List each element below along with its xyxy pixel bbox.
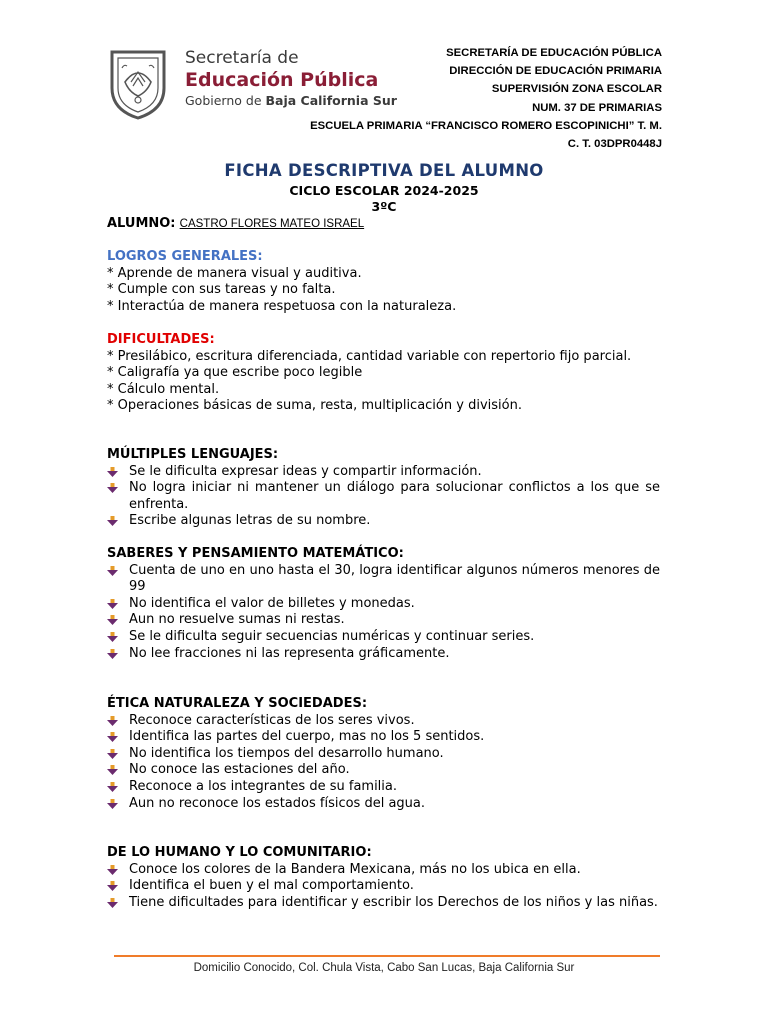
arrow-bullet-icon	[107, 467, 118, 478]
student-label: ALUMNO:	[107, 216, 176, 231]
dificultades-heading: DIFICULTADES:	[107, 332, 215, 347]
arrow-bullet-icon	[107, 881, 118, 892]
etica-item: Reconoce características de los seres vivos.	[129, 712, 415, 728]
list-item	[129, 629, 660, 646]
list-item	[129, 464, 660, 481]
etica-list	[107, 713, 660, 813]
section-humano	[107, 845, 660, 911]
list-item	[129, 779, 660, 796]
etica-item: Aun no reconoce los estados físicos del agua.	[129, 795, 426, 811]
arrow-bullet-icon	[107, 649, 118, 660]
section-dificultades	[107, 332, 660, 415]
section-matematico	[107, 546, 660, 662]
arrow-bullet-icon	[107, 716, 118, 727]
dificultades-item: * Caligrafía ya que escribe poco legible	[107, 365, 363, 381]
list-item	[129, 480, 660, 513]
arrow-bullet-icon	[107, 799, 118, 810]
arrow-bullet-icon	[107, 599, 118, 610]
lenguajes-list	[107, 464, 660, 530]
institution-header	[242, 44, 662, 153]
etica-item: Identifica las partes del cuerpo, mas no los 5 sentidos.	[129, 729, 485, 745]
list-item	[129, 746, 660, 763]
arrow-bullet-icon	[107, 865, 118, 876]
matematico-item: Cuenta de uno en uno hasta el 30, logra identificar algunos números menores de 99	[129, 562, 660, 595]
list-item	[129, 878, 660, 895]
matematico-item: No identifica el valor de billetes y monedas.	[129, 595, 415, 611]
header-line: DIRECCIÓN DE EDUCACIÓN PRIMARIA	[449, 65, 662, 78]
dificultades-item: * Cálculo mental.	[107, 381, 220, 397]
etica-item: Reconoce a los integrantes de su familia.	[129, 778, 398, 794]
footer-address: Domicilio Conocido, Col. Chula Vista, Cabo San Lucas, Baja California Sur	[193, 962, 575, 974]
lenguajes-heading: MÚLTIPLES LENGUAJES:	[107, 447, 279, 462]
section-lenguajes	[107, 447, 660, 530]
state-seal-icon	[107, 48, 169, 120]
logo-line-3b: Baja California Sur	[265, 93, 397, 108]
arrow-bullet-icon	[107, 898, 118, 909]
list-item	[129, 796, 660, 813]
list-item	[129, 646, 660, 663]
matematico-item: Se le dificulta seguir secuencias numéricas y continuar series.	[129, 628, 535, 644]
humano-item: Tiene dificultades para identificar y escribir los Derechos de los niños y las niñas.	[129, 894, 658, 910]
arrow-bullet-icon	[107, 483, 118, 494]
etica-item: No identifica los tiempos del desarrollo humano.	[129, 745, 444, 761]
section-etica	[107, 696, 660, 812]
arrow-bullet-icon	[107, 632, 118, 643]
document-title: FICHA DESCRIPTIVA DEL ALUMNO	[224, 161, 544, 180]
logros-item: * Cumple con sus tareas y no falta.	[107, 282, 336, 298]
list-item	[129, 513, 660, 530]
logo-line-3a: Gobierno de	[185, 93, 266, 108]
logros-item: * Interactúa de manera respetuosa con la naturaleza.	[107, 298, 457, 314]
logo-line-1: Secretaría de	[185, 48, 299, 68]
header-line: C. T. 03DPR0448J	[567, 138, 662, 151]
dificultades-item: * Presilábico, escritura diferenciada, cantidad variable con repertorio fijo parcial.	[107, 348, 632, 364]
list-item	[129, 862, 660, 879]
list-item	[129, 596, 660, 613]
list-item	[129, 563, 660, 596]
header-line: SUPERVISIÓN ZONA ESCOLAR	[491, 83, 662, 96]
arrow-bullet-icon	[107, 732, 118, 743]
arrow-bullet-icon	[107, 516, 118, 527]
etica-item: No conoce las estaciones del año.	[129, 762, 350, 778]
matematico-heading: SABERES Y PENSAMIENTO MATEMÁTICO:	[107, 546, 404, 561]
header-line: NUM. 37 DE PRIMARIAS	[532, 101, 662, 114]
dificultades-item: * Operaciones básicas de suma, resta, multiplicación y división.	[107, 398, 522, 414]
matematico-item: Aun no resuelve sumas ni restas.	[129, 612, 345, 628]
header-line: ESCUELA PRIMARIA “FRANCISCO ROMERO ESCOPINICHI” T. M.	[310, 119, 662, 132]
header-line: SECRETARÍA DE EDUCACIÓN PÚBLICA	[446, 47, 662, 59]
list-item	[129, 895, 660, 912]
lenguajes-item: No logra iniciar ni mantener un diálogo para solucionar conflictos a los que se enfrenta.	[129, 480, 660, 512]
humano-list	[107, 862, 660, 912]
list-item	[129, 612, 660, 629]
student-name: CASTRO FLORES MATEO ISRAEL	[179, 218, 365, 230]
arrow-bullet-icon	[107, 615, 118, 626]
logo-line-2: Educación Pública	[185, 69, 379, 91]
student-row	[107, 216, 660, 233]
list-item	[129, 729, 660, 746]
lenguajes-item: Se le dificulta expresar ideas y compartir información.	[129, 463, 482, 479]
school-cycle: CICLO ESCOLAR 2024-2025	[289, 183, 479, 198]
list-item	[129, 713, 660, 730]
etica-heading: ÉTICA NATURALEZA Y SOCIEDADES:	[107, 696, 368, 711]
matematico-item: No lee fracciones ni las representa gráficamente.	[129, 645, 450, 661]
arrow-bullet-icon	[107, 765, 118, 776]
humano-item: Identifica el buen y el mal comportamiento.	[129, 878, 414, 894]
arrow-bullet-icon	[107, 782, 118, 793]
humano-heading: DE LO HUMANO Y LO COMUNITARIO:	[107, 845, 372, 860]
matematico-list	[107, 563, 660, 663]
list-item	[129, 762, 660, 779]
logros-heading: LOGROS GENERALES:	[107, 249, 263, 264]
arrow-bullet-icon	[107, 749, 118, 760]
lenguajes-item: Escribe algunas letras de su nombre.	[129, 513, 371, 529]
group-label: 3ºC	[371, 199, 397, 214]
logros-item: * Aprende de manera visual y auditiva.	[107, 265, 362, 281]
section-logros	[107, 249, 660, 315]
footer-rule	[114, 955, 660, 957]
arrow-bullet-icon	[107, 566, 118, 577]
humano-item: Conoce los colores de la Bandera Mexicana, más no los ubica en ella.	[129, 861, 581, 877]
